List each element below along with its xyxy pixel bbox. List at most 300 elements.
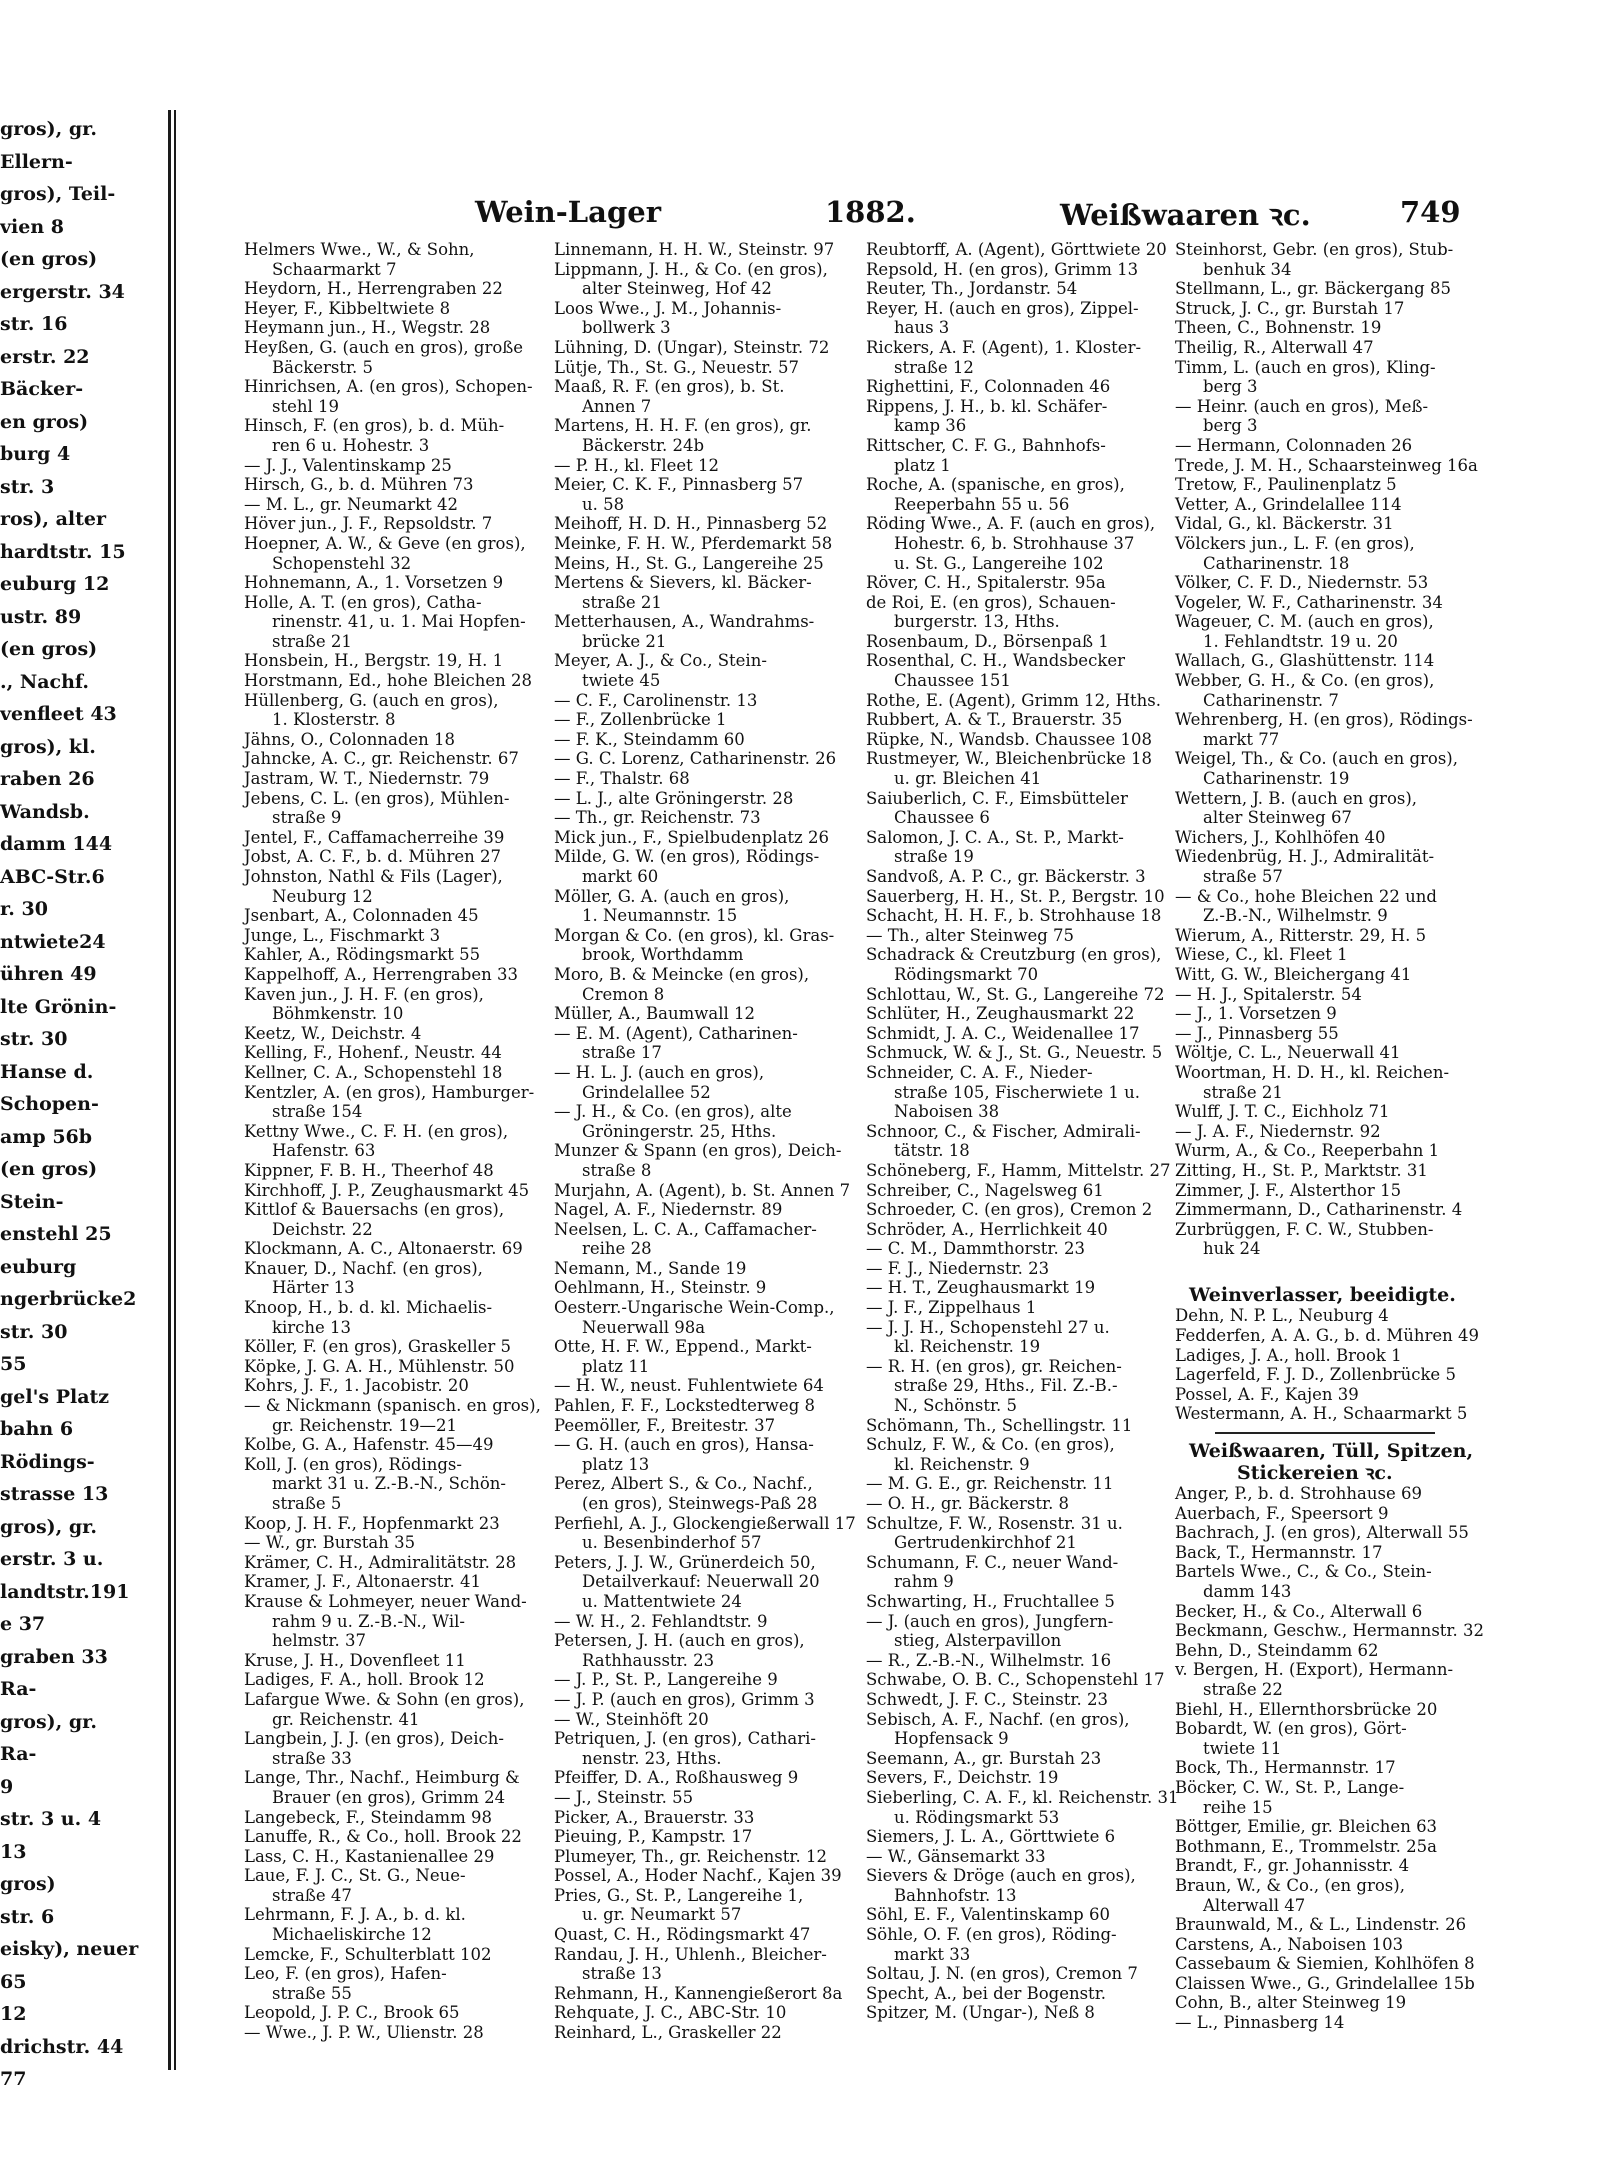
directory-entry: Schulz, F. W., & Co. (en gros), [866,1435,1115,1455]
directory-entry: — W., gr. Burstah 35 [244,1533,416,1553]
directory-entry: Vidal, G., kl. Bäckerstr. 31 [1175,514,1394,534]
directory-entry: — F. J., Niedernstr. 23 [866,1258,1050,1278]
directory-entry: rahm 9 u. Z.-B.-N., Wil- [272,1611,465,1631]
directory-entry: Wöltje, C. L., Neuerwall 41 [1175,1043,1401,1063]
left-page-fragment: (en gros) [0,248,98,270]
directory-entry: straße 5 [272,1494,342,1513]
directory-entry: kirche 13 [272,1317,352,1337]
directory-entry: 1. Neumannstr. 15 [582,906,738,926]
directory-entry: — Th., alter Steinweg 75 [866,925,1075,945]
directory-entry: markt 31 u. Z.-B.-N., Schön- [272,1474,506,1494]
directory-entry: Pfeiffer, D. A., Roßhausweg 9 [554,1768,799,1788]
directory-entry: kamp 36 [894,416,967,436]
directory-entry: Zitting, H., St. P., Marktstr. 31 [1175,1160,1428,1180]
directory-entry: Hinrichsen, A. (en gros), Schopen- [244,377,533,397]
directory-entry: Holle, A. T. (en gros), Catha- [244,592,482,612]
directory-entry: Spitzer, M. (Ungar-), Neß 8 [866,2003,1095,2023]
directory-entry: Possel, A. F., Kajen 39 [1175,1384,1359,1404]
directory-entry: straße 17 [582,1043,662,1063]
directory-entry: — H. L. J. (auch en gros), [554,1062,765,1082]
directory-entry: markt 33 [894,1944,971,1964]
directory-entry: Seemann, A., gr. Burstah 23 [866,1748,1102,1768]
directory-entry: Rittscher, C. F. G., Bahnhofs- [866,435,1106,455]
directory-entry: Jentel, F., Caffamacherreihe 39 [244,827,505,847]
left-page-fragment: hardtstr. 15 [0,540,126,563]
header-right-title: Weißwaaren ꝛc. [1060,198,1311,232]
directory-entry: Sauerberg, H. H., St. P., Bergstr. 10 [866,886,1165,906]
directory-entry: Oehlmann, H., Steinstr. 9 [554,1278,767,1298]
directory-entry: Nemann, M., Sande 19 [554,1258,747,1278]
directory-entry: Heydorn, H., Herrengraben 22 [244,279,503,299]
left-page-fragment: burg 4 [0,443,71,465]
directory-entry: straße 21 [272,631,352,651]
directory-entry: Schacht, H. H. F., b. Strohhause 18 [866,906,1162,926]
directory-entry: — H. W., neust. Fuhlentwiete 64 [554,1376,824,1396]
directory-entry: Kruse, J. H., Dovenfleet 11 [244,1650,466,1670]
directory-entry: Wehrenberg, H. (en gros), Rödings- [1175,710,1473,730]
directory-entry: Theen, C., Bohnenstr. 19 [1175,318,1382,338]
directory-entry: Krause & Lohmeyer, neuer Wand- [244,1591,527,1611]
left-page-fragment: ros), alter [0,508,107,530]
directory-entry: — G. H. (auch en gros), Hansa- [554,1435,814,1455]
directory-entry: Plumeyer, Th., gr. Reichenstr. 12 [554,1846,827,1866]
left-page-fragment: str. 3 u. 4 [0,1808,102,1830]
directory-entry: Rödingsmarkt 70 [894,964,1039,984]
directory-entry: Koll, J. (en gros), Rödings- [244,1454,462,1474]
directory-entry: Wurm, A., & Co., Reeperbahn 1 [1175,1141,1440,1161]
directory-entry: Braunwald, M., & L., Lindenstr. 26 [1175,1915,1467,1935]
directory-entry: Schneider, C. A. F., Nieder- [866,1062,1093,1082]
directory-entry: Sandvoß, A. P. C., gr. Bäckerstr. 3 [866,867,1146,886]
directory-entry: — F., Thalstr. 68 [554,769,690,789]
directory-entry: Völckers jun., L. F. (en gros), [1175,533,1415,553]
left-page-fragment: ABC-Str.6 [0,865,105,888]
directory-entry: Hohestr. 6, b. Strohhause 37 [894,533,1135,553]
directory-entry: Petriquen, J. (en gros), Cathari- [554,1729,816,1749]
directory-entry: markt 77 [1203,729,1280,749]
directory-entry: Back, T., Hermannstr. 17 [1175,1542,1383,1562]
directory-entry: Woortman, H. D. H., kl. Reichen- [1175,1062,1450,1082]
left-page-fragment: ngerbrücke2 [0,1288,137,1310]
directory-entry: Junge, L., Fischmarkt 3 [244,925,441,945]
directory-entry: Hoepner, A. W., & Geve (en gros), [244,533,526,553]
left-page-margin [0,118,176,2090]
directory-entry: Meier, C. K. F., Pinnasberg 57 [554,475,804,495]
directory-entry: Schopenstehl 32 [272,553,412,573]
directory-entry: Köpke, J. G. A. H., Mühlenstr. 50 [244,1356,515,1376]
directory-entry: Munzer & Spann (en gros), Deich- [554,1141,842,1161]
left-page-fragment: (en gros) [0,638,98,660]
directory-entry: Wierum, A., Ritterstr. 29, H. 5 [1175,925,1427,945]
directory-entry: de Roi, E. (en gros), Schauen- [866,592,1116,612]
directory-entry: Jebens, C. L. (en gros), Mühlen- [244,788,510,808]
directory-entry: Bachrach, J. (en gros), Alterwall 55 [1175,1523,1469,1543]
directory-entry: Claissen Wwe., G., Grindelallee 15b [1175,1973,1475,1993]
directory-entry: Cremon 8 [582,984,665,1004]
left-page-fragment: gros) [0,1873,56,1895]
directory-entry: Kaven jun., J. H. F. (en gros), [244,984,484,1004]
directory-entry: — R., Z.-B.-N., Wilhelmstr. 16 [866,1650,1112,1670]
directory-entry: alter Steinweg, Hof 42 [582,279,772,299]
directory-entry: Anger, P., b. d. Strohhause 69 [1175,1484,1422,1504]
directory-entry: Röver, C. H., Spitalerstr. 95a [866,573,1106,593]
directory-entry: — H. J., Spitalerstr. 54 [1175,984,1362,1004]
directory-entry: Lange, Thr., Nachf., Heimburg & [244,1768,520,1788]
directory-entry: kl. Reichenstr. 19 [894,1337,1041,1357]
directory-entry: Schwedt, J. F. C., Steinstr. 23 [866,1689,1108,1709]
directory-entry: Leo, F. (en gros), Hafen- [244,1964,447,1984]
directory-entry: reihe 28 [582,1239,652,1259]
directory-entry: straße 105, Fischerwiete 1 u. [894,1082,1140,1102]
directory-entry: Wiese, C., kl. Fleet 1 [1175,945,1348,965]
directory-entry: Knoop, H., b. d. kl. Michaelis- [244,1298,493,1318]
directory-entry: Langebeck, F., Steindamm 98 [244,1807,492,1827]
directory-entry: Pahlen, F. F., Lockstedterweg 8 [554,1396,815,1416]
directory-entry: Jobst, A. C. F., b. d. Mühren 27 [244,847,502,867]
directory-entry: Lagerfeld, F. J. D., Zollenbrücke 5 [1175,1365,1456,1385]
directory-entry: Brauer (en gros), Grimm 24 [272,1787,506,1807]
directory-entry: — J., Steinstr. 55 [554,1787,694,1807]
directory-entry: — M. L., gr. Neumarkt 42 [244,494,459,514]
directory-entry: Mertens & Sievers, kl. Bäcker- [554,573,812,593]
directory-entry: haus 3 [894,318,950,338]
header-year: 1882. [825,195,916,229]
directory-entry: Schaarmarkt 7 [272,259,397,279]
directory-entry: — J. P. (auch en gros), Grimm 3 [554,1689,815,1709]
directory-entry: — J. (auch en gros), Jungfern- [866,1611,1114,1631]
directory-entry: Wageuer, C. M. (auch en gros), [1175,612,1434,632]
directory-entry: Böcker, C. W., St. P., Lange- [1175,1777,1405,1797]
left-page-fragment: erstr. 3 u. [0,1548,104,1570]
directory-entry: alter Steinweg 67 [1203,808,1352,828]
directory-entry: straße 47 [272,1885,352,1905]
directory-entry: u. gr. Neumarkt 57 [582,1905,742,1925]
left-page-fragment: Ellern- [0,150,73,173]
directory-column-1 [244,240,544,2043]
directory-entry: Biehl, H., Ellernthorsbrücke 20 [1175,1699,1438,1719]
left-page-fragment: gros), gr. [0,1710,98,1733]
directory-entry: Kramer, J. F., Altonaerstr. 41 [244,1572,481,1592]
directory-entry: Böttger, Emilie, gr. Bleichen 63 [1175,1817,1438,1837]
directory-entry: Hinsch, F. (en gros), b. d. Müh- [244,416,505,436]
directory-entry: Timm, L. (auch en gros), Kling- [1175,357,1436,377]
directory-entry: u. 58 [582,494,625,514]
directory-entry: — G. C. Lorenz, Catharinenstr. 26 [554,749,837,769]
directory-entry: Schnoor, C., & Fischer, Admirali- [866,1121,1141,1141]
directory-entry: Wichers, J., Kohlhöfen 40 [1175,827,1386,847]
directory-entry: — & Co., hohe Bleichen 22 und [1175,886,1437,906]
directory-entry: markt 60 [582,867,659,886]
directory-entry: Salomon, J. C. A., St. P., Markt- [866,827,1124,847]
directory-entry: Wallach, G., Glashüttenstr. 114 [1175,651,1435,671]
left-page-fragment: r. 30 [0,898,48,920]
directory-entry: Tretow, F., Paulinenplatz 5 [1175,475,1397,495]
directory-entry: Lütje, Th., St. G., Neuestr. 57 [554,357,799,377]
directory-entry: Rustmeyer, W., Bleichenbrücke 18 [866,749,1153,769]
left-page-fragment: raben 26 [0,768,95,790]
directory-entry: Hopfensack 9 [894,1729,1009,1749]
directory-entry: — Wwe., J. P. W., Ulienstr. 28 [244,2023,484,2043]
directory-entry: Sieberling, C. A. F., kl. Reichenstr. 31 [866,1787,1179,1807]
directory-entry: Kittlof & Bauersachs (en gros), [244,1200,505,1220]
left-page-fragment: gros), gr. [0,1515,98,1538]
directory-entry: ren 6 u. Hohestr. 3 [272,435,430,455]
left-page-fragment: Rödings- [0,1450,95,1473]
left-page-fragment: Ra- [0,1743,37,1765]
page-fold-shadow [168,110,171,2070]
left-page-fragment: 55 [0,1353,27,1375]
left-page-fragment: ergerstr. 34 [0,280,125,303]
directory-entry: Martens, H. H. F. (en gros), gr. [554,416,812,436]
page-header [240,195,1460,231]
directory-entry: Chaussee 151 [894,671,1011,691]
directory-entry: Braun, W., & Co., (en gros), [1175,1875,1405,1895]
left-page-fragment: ühren 49 [0,963,97,985]
directory-entry: Becker, H., & Co., Alterwall 6 [1175,1601,1423,1621]
left-page-fragment: Ra- [0,1678,37,1700]
directory-entry: Härter 13 [272,1278,355,1298]
directory-entry: straße 22 [1203,1679,1283,1699]
directory-entry: Krämer, C. H., Admiralitätstr. 28 [244,1552,517,1572]
directory-entry: 1. Klosterstr. 8 [272,710,396,730]
directory-entry: v. Bergen, H. (Export), Hermann- [1175,1660,1454,1680]
left-page-fragment: (en gros) [0,1158,98,1180]
directory-entry: Lass, C. H., Kastanienallee 29 [244,1846,495,1866]
directory-entry: Lafargue Wwe. & Sohn (en gros), [244,1689,525,1709]
directory-entry: Kippner, F. B. H., Theerhof 48 [244,1160,494,1180]
directory-entry: Vogeler, W. F., Catharinenstr. 34 [1175,592,1443,612]
directory-entry: Rubbert, A. & T., Brauerstr. 35 [866,710,1123,730]
directory-entry: gr. Reichenstr. 41 [272,1709,420,1729]
directory-entry: — J. F., Zippelhaus 1 [866,1298,1037,1318]
directory-entry: Witt, G. W., Bleichergang 41 [1175,964,1412,984]
section-gap [1175,1259,1475,1279]
directory-entry: Dehn, N. P. L., Neuburg 4 [1175,1306,1389,1326]
directory-entry: Fedderfen, A. A. G., b. d. Mühren 49 [1175,1326,1479,1346]
directory-entry: Meins, H., St. G., Langereihe 25 [554,553,824,573]
directory-entry: — W. H., 2. Fehlandtstr. 9 [554,1611,768,1631]
directory-entry: Ladiges, J. A., holl. Brook 1 [1175,1345,1402,1365]
directory-entry: Leopold, J. P. C., Brook 65 [244,2003,460,2023]
left-page-fragment: gros), gr. [0,118,98,140]
left-page-fragment: vien 8 [0,215,64,238]
left-page-fragment: euburg [0,1255,77,1278]
directory-entry: Wiedenbrüg, H. J., Admiralität- [1175,847,1435,867]
directory-column-2 [554,240,856,2043]
directory-entry: Lippmann, J. H., & Co. (en gros), [554,259,828,279]
directory-entry: tätstr. 18 [894,1141,970,1161]
directory-entry: straße 33 [272,1748,352,1768]
directory-entry: Köller, F. (en gros), Graskeller 5 [244,1337,512,1357]
directory-entry: Röding Wwe., A. F. (auch en gros), [866,514,1156,534]
directory-entry: Randau, J. H., Uhlenh., Bleicher- [554,1944,827,1964]
directory-entry: 1. Fehlandtstr. 19 u. 20 [1203,631,1398,651]
directory-entry: Schreiber, C., Nagelsweg 61 [866,1180,1104,1200]
directory-entry: Lanuffe, R., & Co., holl. Brook 22 [244,1827,522,1847]
directory-entry: Schömann, Th., Schellingstr. 11 [866,1415,1133,1435]
directory-entry: — W., Gänsemarkt 33 [866,1846,1046,1866]
directory-entry: — J. A. F., Niedernstr. 92 [1175,1121,1381,1141]
directory-entry: Hafenstr. 63 [272,1141,376,1161]
directory-entry: Söhl, E. F., Valentinskamp 60 [866,1905,1110,1925]
directory-entry: Chaussee 6 [894,808,990,828]
directory-entry: — Heinr. (auch en gros), Meß- [1175,396,1429,416]
left-page-fragment: str. 30 [0,1028,68,1050]
directory-entry: Possel, A., Hoder Nachf., Kajen 39 [554,1866,842,1886]
left-page-fragment: damm 144 [0,833,113,855]
directory-entry: Heyßen, G. (auch en gros), große [244,337,524,357]
directory-entry: Gröningerstr. 25, Hths. [582,1121,777,1141]
directory-entry: straße 21 [1203,1082,1283,1102]
directory-entry: — Hermann, Colonnaden 26 [1175,435,1413,455]
directory-entry: Reinhard, L., Graskeller 22 [554,2023,782,2043]
directory-entry: rinenstr. 41, u. 1. Mai Hopfen- [272,612,526,632]
directory-entry: Söhle, O. F. (en gros), Röding- [866,1925,1117,1945]
directory-entry: Repsold, H. (en gros), Grimm 13 [866,259,1139,279]
directory-entry: Bock, Th., Hermannstr. 17 [1175,1758,1396,1778]
directory-entry: Perfiehl, A. J., Glockengießerwall 17 [554,1513,856,1533]
directory-entry: Struck, J. C., gr. Burstah 17 [1175,298,1405,318]
directory-entry: nenstr. 23, Hths. [582,1748,722,1768]
directory-entry: Quast, C. H., Rödingsmarkt 47 [554,1925,811,1945]
directory-entry: straße 12 [894,357,974,377]
directory-entry: Weigel, Th., & Co. (auch en gros), [1175,749,1458,769]
directory-entry: Heymann jun., H., Wegstr. 28 [244,318,491,338]
directory-entry: Deichstr. 22 [272,1219,373,1239]
directory-entry: reihe 15 [1203,1797,1273,1817]
left-page-fragment: gel's Platz [0,1385,110,1408]
directory-entry: Sebisch, A. F., Nachf. (en gros), [866,1709,1130,1729]
left-page-fragment: 9 [0,1775,14,1798]
directory-entry: Zurbrüggen, F. C. W., Stubben- [1175,1219,1434,1239]
directory-entry: Schlüter, H., Zeughausmarkt 22 [866,1004,1135,1024]
directory-entry: straße 13 [582,1964,662,1984]
directory-entry: — J. J. H., Schopenstehl 27 u. [866,1317,1110,1337]
left-page-fragment: Wandsb. [0,800,90,823]
directory-entry: Kirchhoff, J. P., Zeughausmarkt 45 [244,1180,530,1200]
directory-entry: Horstmann, Ed., hohe Bleichen 28 [244,671,533,691]
directory-entry: Severs, F., Deichstr. 19 [866,1768,1059,1788]
directory-entry: Schumann, F. C., neuer Wand- [866,1552,1119,1572]
directory-entry: Siemers, J. L. A., Görttwiete 6 [866,1827,1116,1847]
left-page-fragment: Bäcker- [0,378,84,400]
directory-entry: Wettern, J. B. (auch en gros), [1175,788,1418,808]
directory-entry: Lehrmann, F. J. A., b. d. kl. [244,1905,466,1925]
directory-entry: rahm 9 [894,1572,954,1592]
directory-entry: straße 29, Hths., Fil. Z.-B.- [894,1376,1118,1396]
directory-entry: Klockmann, A. C., Altonaerstr. 69 [244,1239,523,1259]
directory-entry: Peemöller, F., Breitestr. 37 [554,1415,776,1435]
left-page-fragment: 12 [0,2003,27,2025]
directory-entry: — C. M., Dammthorstr. 23 [866,1239,1085,1259]
left-page-fragment: amp 56b [0,1125,93,1148]
directory-entry: — Th., gr. Reichenstr. 73 [554,808,761,828]
directory-entry: Lemcke, F., Schulterblatt 102 [244,1944,492,1964]
directory-entry: Z.-B.-N., Wilhelmstr. 9 [1203,906,1388,926]
left-page-fragment: str. 30 [0,1320,68,1343]
directory-entry: Zimmer, J. F., Alsterthor 15 [1175,1180,1402,1200]
directory-entry: Moro, B. & Meincke (en gros), [554,964,810,984]
directory-entry: Stellmann, L., gr. Bäckergang 85 [1175,279,1451,299]
left-page-fragment: 77 [0,2068,27,2090]
directory-entry: Nagel, A. F., Niedernstr. 89 [554,1200,783,1220]
directory-entry: Sievers & Dröge (auch en gros), [866,1866,1136,1886]
directory-entry: helmstr. 37 [272,1631,366,1651]
directory-entry: — F., Zollenbrücke 1 [554,710,727,730]
directory-entry: Reyer, H. (auch en gros), Zippel- [866,298,1139,318]
directory-entry: Peters, J. J. W., Grünerdeich 50, [554,1552,816,1572]
directory-entry: — L., Pinnasberg 14 [1175,2013,1345,2033]
directory-entry: Keetz, W., Deichstr. 4 [244,1023,422,1043]
directory-entry: Mick jun., F., Spielbudenplatz 26 [554,827,829,847]
directory-entry: Milde, G. W. (en gros), Rödings- [554,847,820,867]
directory-entry: burgerstr. 13, Hths. [894,612,1060,632]
directory-entry: Ladiges, F. A., holl. Brook 12 [244,1670,485,1690]
directory-entry: Honsbein, H., Bergstr. 19, H. 1 [244,651,504,671]
directory-entry: Kohrs, J. F., 1. Jacobistr. 20 [244,1376,469,1396]
directory-entry: Bothmann, E., Trommelstr. 25a [1175,1836,1437,1856]
directory-entry: benhuk 34 [1203,259,1292,279]
directory-entry: Catharinenstr. 18 [1203,553,1350,573]
left-page-fragment: 13 [0,1840,27,1863]
directory-entry: Rippens, J. H., b. kl. Schäfer- [866,396,1108,416]
left-page-fragment: gros), Teil- [0,183,116,205]
directory-entry: u. gr. Bleichen 41 [894,769,1042,789]
directory-entry: platz 11 [582,1356,650,1376]
left-page-fragment: drichstr. 44 [0,2035,124,2058]
directory-entry: Schroeder, C. (en gros), Cremon 2 [866,1200,1153,1220]
directory-entry: straße 154 [272,1102,363,1122]
left-page-fragment: Hanse d. [0,1060,94,1083]
directory-entry: Bahnhofstr. 13 [894,1885,1017,1905]
section-heading: Weinverlasser, beeidigte. [1189,1284,1456,1307]
directory-column-3 [866,240,1179,2023]
directory-entry: stehl 19 [272,396,340,416]
directory-entry: Neuburg 12 [272,886,373,906]
section-divider [1215,1432,1435,1434]
left-page-fragment: bahn 6 [0,1418,74,1440]
directory-entry: damm 143 [1203,1582,1292,1601]
directory-entry: Möller, G. A. (auch en gros), [554,886,790,906]
left-page-fragment: landtstr.191 [0,1580,130,1603]
left-page-fragment: eisky), neuer [0,1938,139,1960]
directory-entry: Saiuberlich, C. F., Eimsbütteler [866,788,1128,808]
directory-entry: Müller, A., Baumwall 12 [554,1004,756,1024]
directory-entry: Langbein, J. J. (en gros), Deich- [244,1729,504,1749]
directory-entry: berg 3 [1203,377,1258,397]
page-fold-line [174,110,176,2070]
directory-entry: Wulff, J. T. C., Eichholz 71 [1175,1102,1390,1122]
directory-entry: Heyer, F., Kibbeltwiete 8 [244,298,451,318]
directory-entry: straße 8 [582,1160,652,1180]
header-left-title: Wein-Lager [475,195,661,229]
directory-entry: kl. Reichenstr. 9 [894,1454,1030,1474]
directory-entry: berg 3 [1203,416,1258,436]
left-page-fragment: venfleet 43 [0,703,117,725]
left-page-fragment: lte Grönin- [0,995,117,1018]
directory-entry: Murjahn, A. (Agent), b. St. Annen 7 [554,1180,851,1200]
directory-entry: Lühning, D. (Ungar), Steinstr. 72 [554,337,830,357]
directory-entry: u. Rödingsmarkt 53 [894,1807,1060,1827]
directory-entry: Völker, C. F. D., Niedernstr. 53 [1175,573,1429,593]
directory-entry: straße 55 [272,1983,352,2003]
left-page-fragment: ., Nachf. [0,670,90,693]
directory-entry: Reuter, Th., Jordanstr. 54 [866,279,1078,299]
directory-entry: Catharinenstr. 19 [1203,769,1350,789]
directory-entry: Helmers Wwe., W., & Sohn, [244,240,475,259]
directory-entry: u. Besenbinderhof 57 [582,1533,762,1553]
directory-entry: Linnemann, H. H. W., Steinstr. 97 [554,240,835,259]
